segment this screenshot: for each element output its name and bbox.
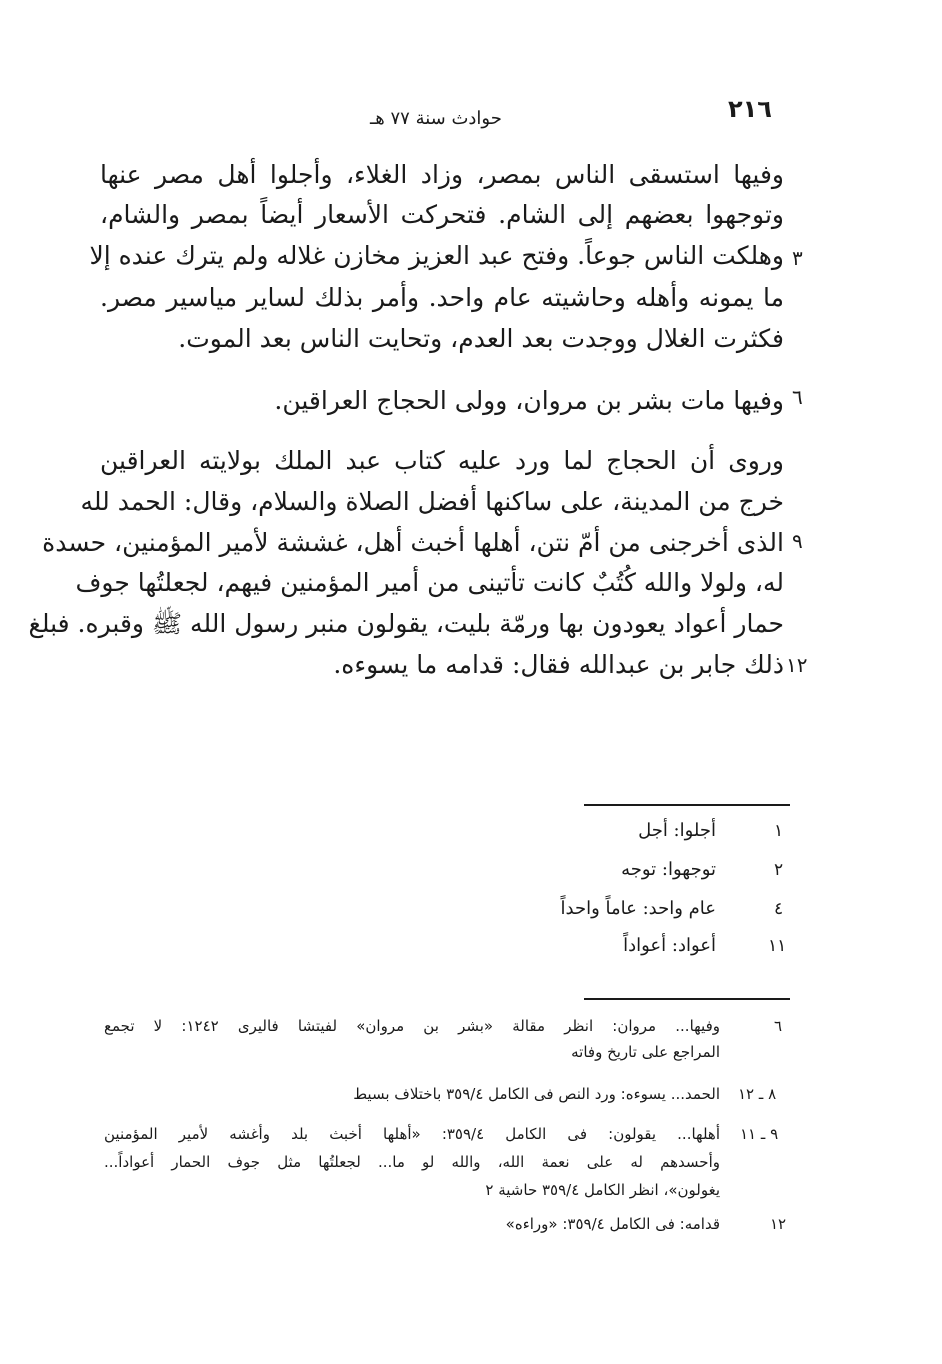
note-line: وفيها... مروان: انظر مقالة «بشر بن مروان» لفيتشا فاليرى ١٢٤٢: لا تجمع (104, 1017, 720, 1035)
note-line: يغولون»، انظر الكامل ٣٥٩/٤ حاشية ٢ (485, 1181, 720, 1199)
body-line: ما يمونه وأهله وحاشيته عام واحد. وأمر بذلك لساير مياسير مصر. (100, 283, 784, 312)
variant-ref: ١١ (768, 936, 787, 956)
note-ref: ٦ (774, 1017, 783, 1035)
variant-ref: ١ (774, 821, 784, 841)
note-line: أهلها... يقولون: فى الكامل ٣٥٩/٤: «أهلها أخبث بلد وأغشه لأمير المؤمنين (104, 1125, 720, 1143)
note-line: قدامه: فى الكامل ٣٥٩/٤: «وراءه» (505, 1215, 720, 1233)
note-ref: ١٢ (770, 1215, 787, 1233)
line-number: ٦ (792, 385, 803, 409)
body-line: وروى أن الحجاج لما ورد عليه كتاب عبد الملك بولايته العراقين (100, 446, 784, 475)
note-ref: ٩ ـ ١١ (740, 1125, 779, 1143)
variant-ref: ٢ (774, 860, 784, 880)
body-line: وهلكت الناس جوعاً. وفتح عبد العزيز مخازن غلاله ولم يترك عنده إلا (89, 241, 784, 270)
body-line: خرج من المدينة، على ساكنها أفضل الصلاة والسلام، وقال: الحمد لله (80, 487, 784, 516)
line-number: ٩ (792, 529, 803, 553)
variant-reading: أجلوا: أجل (638, 820, 716, 841)
body-line: وتوجهوا بعضهم إلى الشام. فتحركت الأسعار أيضاً بمصر والشام، (100, 200, 784, 229)
line-number: ١٢ (786, 653, 808, 677)
body-line: فكثرت الغلال ووجدت بعد العدم، وتحايت الناس بعد الموت. (178, 324, 784, 353)
body-line: وفيها استسقى الناس بمصر، وزاد الغلاء، وأجلوا أهل مصر عنها (100, 160, 784, 189)
apparatus-rule (584, 804, 790, 806)
note-ref: ٨ ـ ١٢ (738, 1085, 777, 1103)
note-line: وأحسدهم له على نعمة الله، والله لو ما... لجعلتُها مثل جوف الحمار أعواداً... (104, 1153, 720, 1171)
line-number: ٣ (792, 246, 803, 270)
page-number: ٢١٦ (728, 95, 772, 123)
note-line: الحمد... يسوءه: ورد النص فى الكامل ٣٥٩/٤ باختلاف بسيط (353, 1085, 720, 1103)
body-line: حمار أعواد يعودون بها ورمّة بليت، يقولون منبر رسول الله ﷺ وقبره. فبلغ (28, 609, 784, 638)
body-line: له، ولولا والله كُتُبٌ كانت تأتينى من أمير المؤمنين فيهم، لجعلتُها جوف (75, 568, 784, 597)
variant-reading: أعواد: أعواداً (623, 935, 716, 956)
body-line: ذلك جابر بن عبدالله فقال: قدامه ما يسوءه. (333, 650, 784, 679)
variant-reading: عام واحد: عاماً واحداً (560, 898, 716, 919)
notes-rule (584, 998, 790, 1000)
variant-ref: ٤ (774, 899, 784, 919)
variant-reading: توجهوا: توجه (621, 859, 716, 880)
body-line: وفيها مات بشر بن مروان، وولى الحجاج العراقين. (274, 386, 784, 415)
note-line: المراجع على تاريخ وفاته (571, 1043, 720, 1061)
body-line: الذى أخرجنى من أمّ نتن، أهلها أخبث أهل، غششة لأمير المؤمنين، حسدة (42, 528, 784, 557)
running-title: حوادث سنة ٧٧ هـ (370, 108, 502, 129)
